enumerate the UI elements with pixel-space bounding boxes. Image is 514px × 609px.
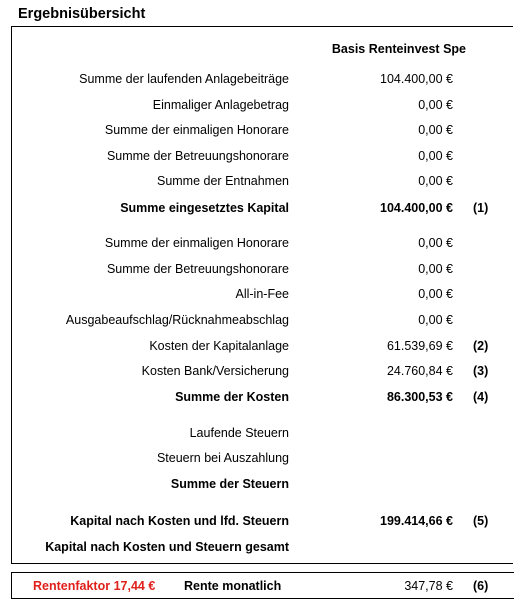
rente-monatlich-label: Rente monatlich — [184, 579, 282, 593]
table-row — [0, 287, 514, 305]
row-value: 61.539,69 € — [386, 339, 453, 353]
row-label: Kosten Bank/Versicherung — [141, 364, 289, 378]
footnote-ref: (5) — [473, 514, 489, 528]
table-row — [0, 72, 514, 90]
total-row-gross-capital — [0, 540, 514, 558]
table-row — [0, 364, 514, 382]
footnote-ref: (2) — [473, 339, 489, 353]
row-label: Steuern bei Auszahlung — [156, 451, 289, 465]
footnote-ref: (4) — [473, 390, 489, 404]
row-value: 24.760,84 € — [386, 364, 453, 378]
total-row-capital — [0, 201, 514, 219]
row-label: Summe der Kosten — [175, 390, 289, 404]
row-value: 104.400,00 € — [380, 72, 453, 86]
row-value: 0,00 € — [418, 236, 453, 250]
total-row-costs — [0, 390, 514, 408]
row-value: 86.300,53 € — [386, 390, 453, 404]
row-value: 0,00 € — [418, 174, 453, 188]
row-value: 104.400,00 € — [380, 201, 453, 215]
footnote-ref: (6) — [473, 579, 489, 593]
row-label: Kapital nach Kosten und Steuern gesamt — [45, 540, 289, 554]
page-title: Ergebnisübersicht — [18, 6, 146, 22]
table-row — [0, 174, 514, 192]
rente-monatlich-value: 347,78 € — [404, 579, 453, 593]
row-label: Ausgabeaufschlag/Rücknahmeabschlag — [65, 313, 289, 327]
table-row — [0, 426, 514, 444]
row-value: 0,00 € — [418, 262, 453, 276]
table-row — [0, 98, 514, 116]
rentenfaktor-label: Rentenfaktor 17,44 € — [33, 579, 156, 593]
row-value: 0,00 € — [418, 149, 453, 163]
table-row — [0, 123, 514, 141]
table-row — [0, 149, 514, 167]
column-header: Basis Renteinvest Spe — [331, 42, 466, 56]
row-label: Summe der laufenden Anlagebeiträge — [79, 72, 289, 86]
total-row-taxes — [0, 477, 514, 495]
footnote-ref: (3) — [473, 364, 489, 378]
row-label: Summe der einmaligen Honorare — [104, 236, 289, 250]
total-row-net-capital — [0, 514, 514, 532]
row-label: Summe der Steuern — [170, 477, 289, 491]
row-label: Laufende Steuern — [189, 426, 289, 440]
row-label: Summe der Betreuungshonorare — [106, 262, 289, 276]
row-label: Kosten der Kapitalanlage — [149, 339, 289, 353]
row-label: Summe der Betreuungshonorare — [106, 149, 289, 163]
table-row — [0, 262, 514, 280]
row-label: Summe der Entnahmen — [156, 174, 289, 188]
table-row — [0, 339, 514, 357]
table-row — [0, 236, 514, 254]
row-label: Summe der einmaligen Honorare — [104, 123, 289, 137]
row-value: 199.414,66 € — [380, 514, 453, 528]
footnote-ref: (1) — [473, 201, 489, 215]
table-row — [0, 313, 514, 331]
row-value: 0,00 € — [418, 123, 453, 137]
row-value: 0,00 € — [418, 98, 453, 112]
row-label: Kapital nach Kosten und lfd. Steuern — [70, 514, 289, 528]
row-value: 0,00 € — [418, 313, 453, 327]
row-label: Summe eingesetztes Kapital — [120, 201, 289, 215]
row-label: Einmaliger Anlagebetrag — [152, 98, 289, 112]
table-row — [0, 451, 514, 469]
row-label: All-in-Fee — [235, 287, 289, 301]
row-value: 0,00 € — [418, 287, 453, 301]
